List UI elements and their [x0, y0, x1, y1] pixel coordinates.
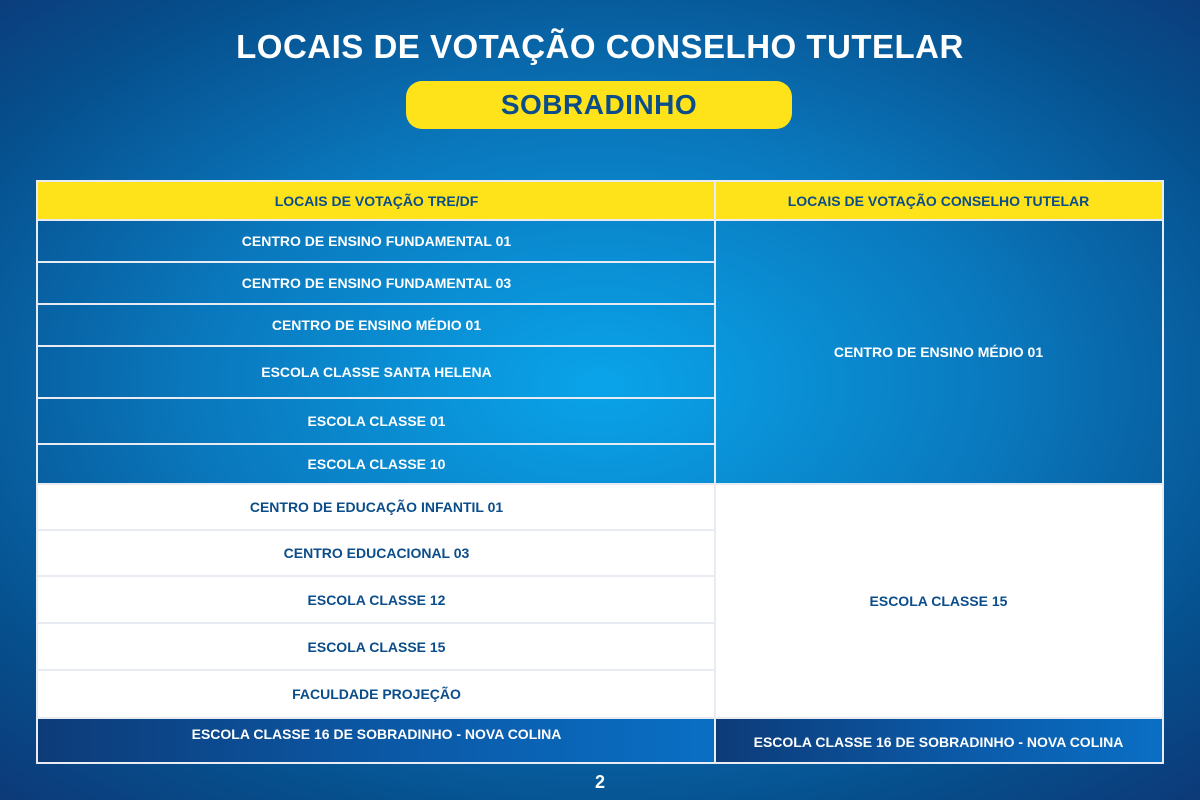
region-label: SOBRADINHO	[500, 89, 698, 120]
row-divider	[38, 443, 715, 445]
table-row-tre: ESCOLA CLASSE 12	[38, 576, 715, 623]
row-divider	[38, 669, 715, 671]
table-row-tre: ESCOLA CLASSE 01	[307, 413, 446, 429]
region-badge	[406, 81, 792, 129]
row-divider	[38, 717, 1162, 719]
table-row-tre: ESCOLA CLASSE SANTA HELENA	[261, 364, 492, 380]
table-row-tre: CENTRO EDUCACIONAL 03	[38, 530, 715, 576]
table-row-tre: CENTRO DE EDUCAÇÃO INFANTIL 01	[38, 484, 715, 530]
row-divider	[38, 261, 715, 263]
table-row-tre: CENTRO DE ENSINO FUNDAMENTAL 01	[241, 233, 512, 249]
table-row-tre: ESCOLA CLASSE 10	[307, 456, 446, 472]
column-header-tre: LOCAIS DE VOTAÇÃO TRE/DF	[38, 182, 715, 220]
row-divider	[38, 622, 715, 624]
table-row-tre: CENTRO DE ENSINO MÉDIO 01	[271, 317, 482, 333]
table-row-tre: FACULDADE PROJEÇÃO	[38, 670, 715, 718]
page-number: 2	[594, 772, 605, 792]
row-divider	[38, 575, 715, 577]
merged-cell-conselho: ESCOLA CLASSE 16 DE SOBRADINHO - NOVA COLINA	[715, 718, 1162, 762]
row-divider	[38, 345, 715, 347]
merged-cell-conselho: CENTRO DE ENSINO MÉDIO 01	[833, 344, 1044, 360]
row-divider	[38, 529, 715, 531]
row-divider	[38, 303, 715, 305]
voting-locations-table	[36, 180, 1164, 764]
row-divider	[38, 397, 715, 399]
table-row-tre: ESCOLA CLASSE 15	[38, 623, 715, 670]
page-title: LOCAIS DE VOTAÇÃO CONSELHO TUTELAR	[236, 28, 964, 65]
table-row-tre: ESCOLA CLASSE 16 DE SOBRADINHO - NOVA COLINA	[38, 718, 715, 762]
table-row-tre: CENTRO DE ENSINO FUNDAMENTAL 03	[241, 275, 512, 291]
row-divider	[38, 483, 1162, 485]
column-divider	[714, 182, 716, 762]
merged-cell-conselho: ESCOLA CLASSE 15	[715, 484, 1162, 718]
row-divider	[38, 219, 1162, 221]
column-header-conselho: LOCAIS DE VOTAÇÃO CONSELHO TUTELAR	[715, 182, 1162, 220]
